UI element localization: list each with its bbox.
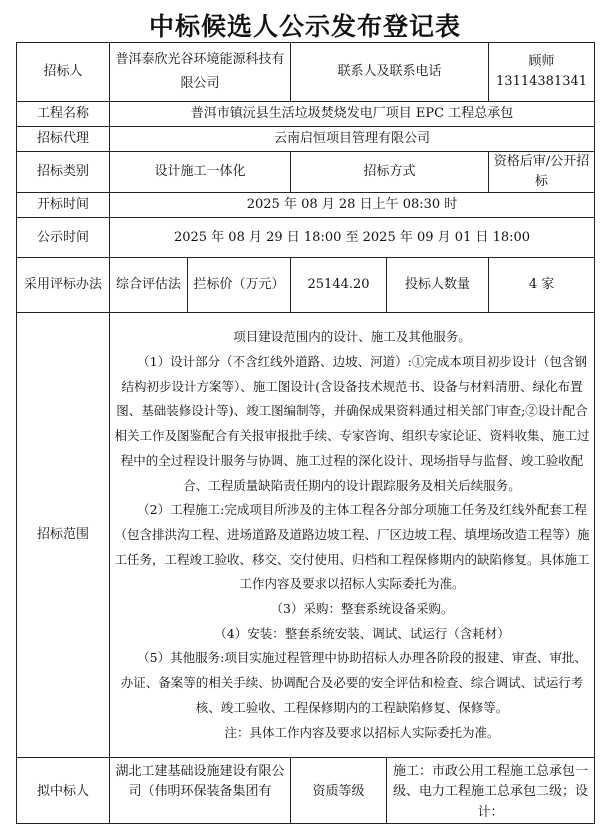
- contact-value: 顾师 13114381341: [489, 43, 595, 102]
- publicity-time-label: 公示时间: [17, 218, 110, 258]
- row-opening: [17, 193, 595, 218]
- tenderee-label: 招标人: [17, 43, 110, 102]
- scope-paragraph: 项目建设范围内的设计、施工及其他服务。: [233, 329, 471, 345]
- control-price-label: 拦标价（万元）: [188, 258, 291, 313]
- row-agency: [17, 127, 595, 152]
- scope-paragraph: （4）安装：整套系统安装、调试、试运行（含耗材）: [214, 625, 510, 641]
- scope-paragraph: 注：具体工作内容及要求以招标人实际委托为准。: [224, 724, 500, 740]
- scope-paragraph: （5）其他服务:项目实施过程管理中协助招标人办理各阶段的报建、审查、审批、办证、备案等的相关手续、协调配合及必要的安全评估和检查、综合调试、试运行考核、竣工验收、工程保修期内的工程缺陷修复、保修等。: [120, 650, 587, 715]
- evaluation-method-label: 采用评标办法: [17, 258, 110, 313]
- winning-bidder-label: 拟中标人: [17, 758, 110, 823]
- row-publicity: [17, 218, 595, 258]
- registration-table: [16, 42, 595, 824]
- row-tenderee: [17, 43, 595, 102]
- scope-label: 招标范围: [17, 313, 110, 758]
- agency-label: 招标代理: [17, 127, 110, 152]
- contact-label: 联系人及联系电话: [291, 43, 489, 102]
- opening-time-value: 2025 年 08 月 28 日上午 08:30 时: [110, 193, 595, 218]
- bidder-count-label: 投标人数量: [387, 258, 489, 313]
- tender-method-label: 招标方式: [291, 152, 489, 193]
- agency-value: 云南启恒项目管理有限公司: [110, 127, 595, 152]
- bidder-count-value: 4 家: [489, 258, 595, 313]
- row-project: [17, 102, 595, 127]
- scope-paragraph: （1）设计部分（不含红线外道路、边坡、河道）:①完成本项目初步设计（包含钢结构初步设计方案等）、施工图设计(含设备技术规范书、设备与材料清册、绿化布置图、基础装修设计等)、竣工图编制等，并确保成果资料通过相关部门审查;②设计配合相关工作及图鉴配合有关报审报批手续、专家咨询、组织专家论证、资料收集、施工过程中的全过程设计服务与协调、施工过程的深化设计、现场指导与监督、竣工验收配合、工程质量缺陷责任期内的设计跟踪服务及相关后续服务。: [114, 354, 590, 493]
- scope-paragraph: （3）采购：整套系统设备采购。: [270, 601, 454, 617]
- scope-value: [110, 313, 595, 758]
- tender-category-value: 设计施工一体化: [110, 152, 291, 193]
- evaluation-method-value: 综合评估法: [110, 258, 188, 313]
- page-title: 中标候选人公示发布登记表: [148, 12, 461, 41]
- row-evaluation: [17, 258, 595, 313]
- row-category: [17, 152, 595, 193]
- publicity-time-value: 2025 年 08 月 29 日 18:00 至 2025 年 09 月 01 日 18:00: [110, 218, 595, 258]
- project-name-label: 工程名称: [17, 102, 110, 127]
- control-price-value: 25144.20: [291, 258, 387, 313]
- row-winning-bidder: [17, 758, 595, 823]
- scope-paragraph: （2）工程施工:完成项目所涉及的主体工程各分部分项施工任务及红线外配套工程（包含排洪沟工程、进场道路及道路边坡工程、厂区边坡工程、填埋场改造工程等）施工任务，工程竣工验收、移交、交付使用、归档和工程保修期内的缺陷修复。具体施工工作内容及要求以招标人实际委托为准。: [114, 502, 590, 592]
- opening-time-label: 开标时间: [17, 193, 110, 218]
- qualification-label: 资质等级: [291, 758, 387, 823]
- tender-method-value: 资格后审/公开招标: [489, 152, 595, 193]
- tenderee-value: 普洱泰欣光谷环境能源科技有限公司: [110, 43, 291, 102]
- project-name-value: 普洱市镇沅县生活垃圾焚烧发电厂项目 EPC 工程总承包: [110, 102, 595, 127]
- winning-bidder-value: 湖北工建基础设施建设有限公司（伟明环保装备集团有: [110, 758, 291, 823]
- tender-category-label: 招标类别: [17, 152, 110, 193]
- row-scope: [17, 313, 595, 758]
- qualification-value: 施工：市政公用工程施工总承包一级、电力工程施工总承包二级；设计：: [387, 758, 595, 823]
